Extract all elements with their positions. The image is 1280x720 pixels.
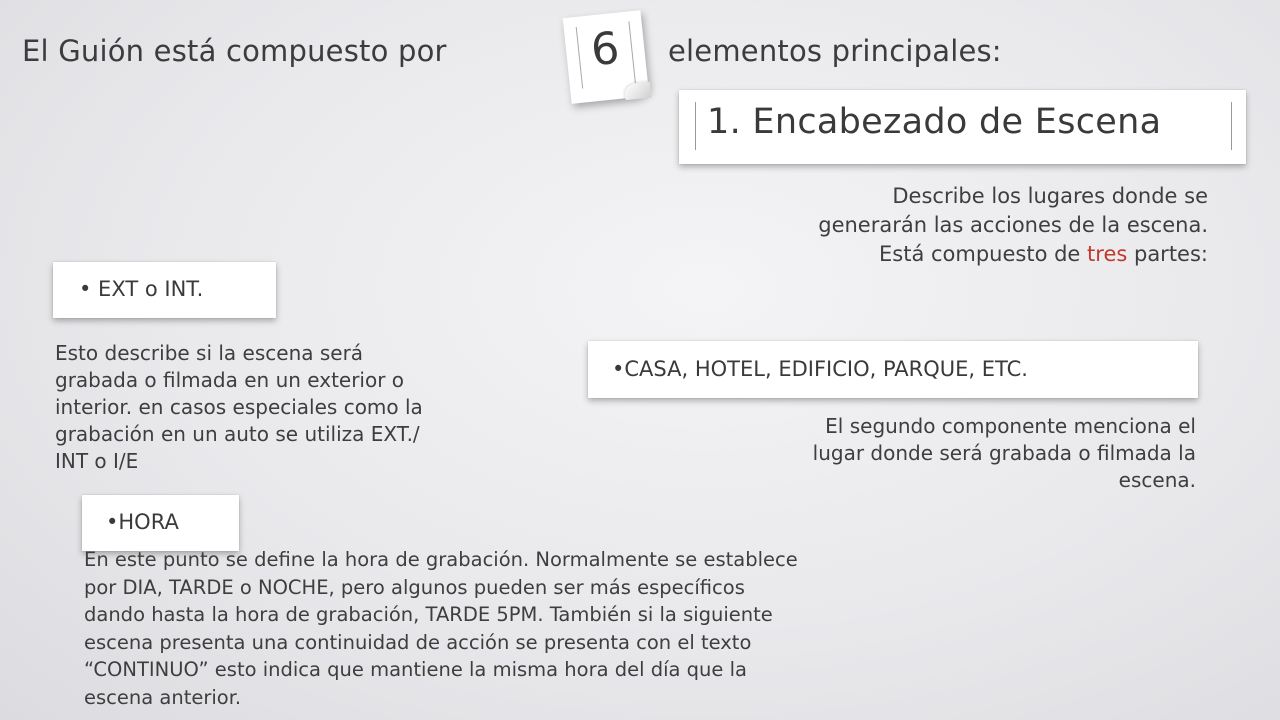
intro-line-text: partes:	[1127, 242, 1208, 266]
description-line: grabada o filmada en un exterior o	[55, 368, 405, 392]
description-line: lugar donde será grabada o filmada la	[812, 441, 1196, 465]
place-description	[813, 413, 1196, 494]
description-line: por DIA, TARDE o NOCHE, pero algunos pueden ser más específicos	[84, 575, 745, 599]
intro-line-text: Está compuesto de	[879, 242, 1088, 266]
intro-line: generarán las acciones de la escena.	[818, 213, 1208, 237]
intro-text	[818, 182, 1208, 269]
heading-card	[679, 90, 1246, 164]
place-card	[588, 341, 1198, 398]
description-line: escena presenta una continuidad de acción se presenta con el texto	[84, 630, 752, 654]
number-note-card	[563, 10, 650, 104]
page-curl-icon	[624, 82, 652, 101]
intro-line	[818, 240, 1208, 269]
hora-label: •HORA	[106, 510, 179, 534]
description-line: Esto describe si la escena será	[55, 341, 364, 365]
description-line: El segundo componente menciona el	[825, 414, 1196, 438]
place-label: •CASA, HOTEL, EDIFICIO, PARQUE, ETC.	[612, 357, 1028, 381]
title-number: 6	[588, 22, 622, 77]
title-prefix: El Guión está compuesto por	[22, 34, 447, 68]
ext-int-card	[53, 262, 276, 318]
section-heading: 1. Encabezado de Escena	[707, 102, 1162, 142]
hora-card	[82, 495, 239, 551]
description-line: En este punto se define la hora de grabación. Normalmente se establece	[84, 548, 798, 571]
description-line: “CONTINUO” esto indica que mantiene la misma hora del día que la	[84, 658, 747, 681]
hora-description	[84, 546, 798, 711]
title-suffix: elementos principales:	[668, 34, 1002, 68]
ext-int-label: • EXT o INT.	[79, 277, 204, 301]
description-line: grabación en un auto se utiliza EXT./	[55, 422, 420, 446]
description-line: INT o I/E	[55, 449, 139, 473]
description-line: interior. en casos especiales como la	[55, 395, 423, 419]
description-line: dando hasta la hora de grabación, TARDE 5PM. También si la siguiente	[84, 603, 773, 626]
accent-word: tres	[1087, 242, 1128, 266]
description-line: escena anterior.	[84, 685, 242, 709]
description-line: escena.	[1118, 468, 1196, 492]
ext-int-description	[55, 340, 423, 475]
intro-line: Describe los lugares donde se	[892, 184, 1208, 208]
